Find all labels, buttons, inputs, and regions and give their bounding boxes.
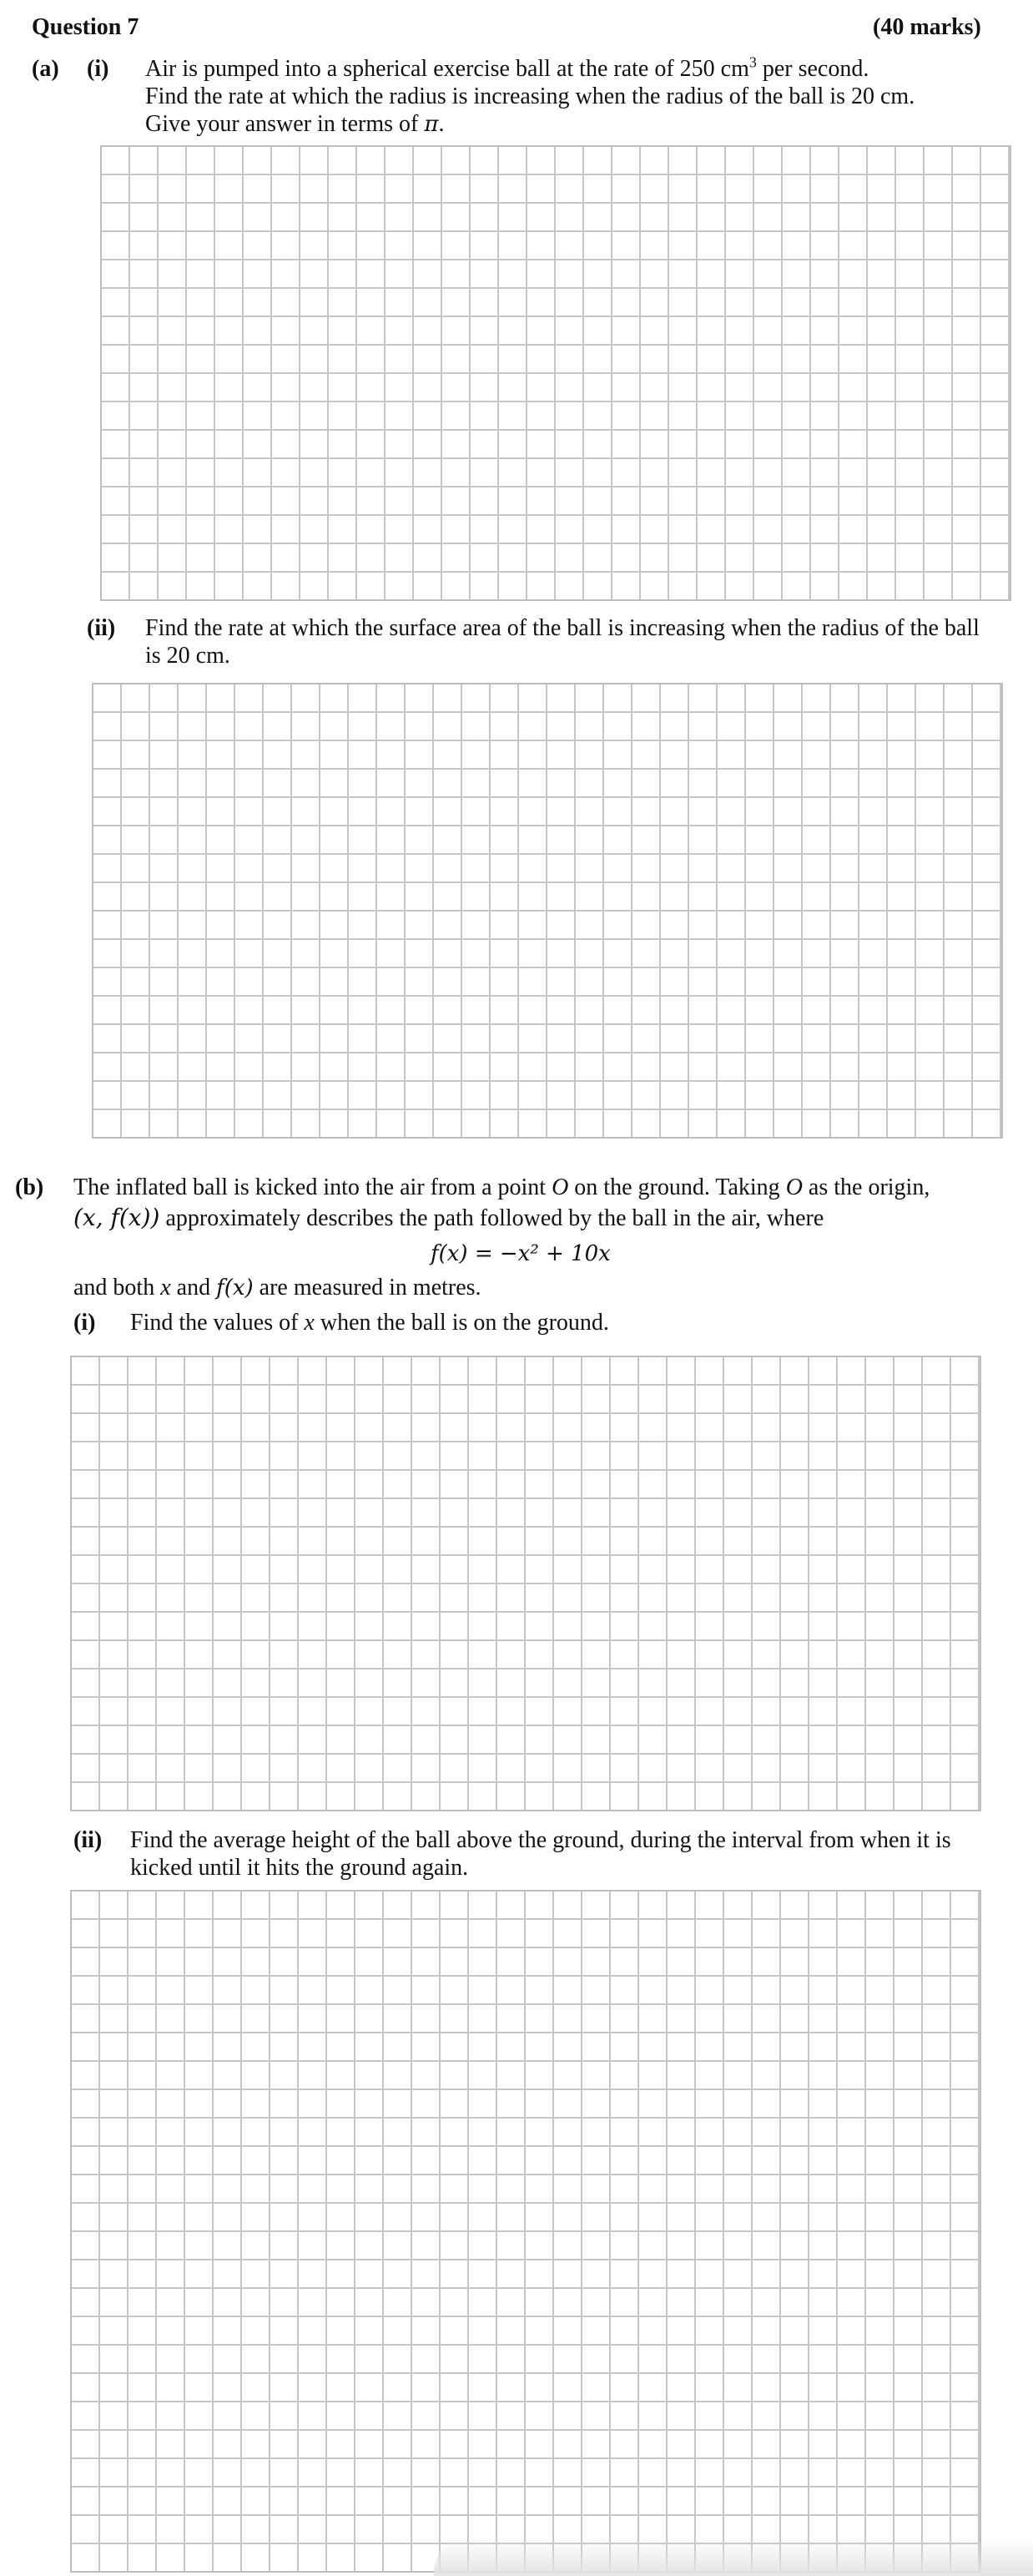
part-a-ii-label: (ii) (87, 615, 116, 641)
part-a-i-label: (i) (87, 56, 109, 82)
part-b-ii-label: (ii) (73, 1827, 103, 1853)
part-b-label: (b) (15, 1174, 44, 1200)
part-a-ii-line2: is 20 cm. (145, 643, 230, 669)
part-a-i-line2: Find the rate at which the radius is increasing when the radius of the ball is 20 cm. (145, 83, 915, 109)
part-b-i-label: (i) (73, 1310, 96, 1336)
part-b-i-text: Find the values of x when the ball is on the ground. (130, 1310, 609, 1336)
part-b-line2: (x, f(x)) approximately describes the path followed by the ball in the air, where (73, 1204, 824, 1231)
part-a-ii-line1: Find the rate at which the surface area of the ball is increasing when the radius of the ball (145, 615, 980, 641)
part-a-i-line1: Air is pumped into a spherical exercise ball at the rate of 250 $cm^3$ per second. (145, 53, 869, 82)
answer-grid-b-ii[interactable] (70, 1890, 981, 2573)
part-b-ii-line2: kicked until it hits the ground again. (130, 1855, 469, 1881)
answer-grid-b-i[interactable] (70, 1356, 981, 1811)
marks-label: (40 marks) (873, 14, 981, 40)
part-a-label: (a) (32, 56, 59, 82)
question-title: Question 7 (32, 14, 139, 40)
part-b-ii-line1: Find the average height of the ball above the ground, during the interval from when it is (130, 1827, 951, 1853)
part-a-i-line3: Give your answer in terms of π. (145, 111, 445, 137)
answer-grid-a-ii[interactable] (92, 683, 1003, 1139)
page-curl-shadow (434, 2538, 1033, 2576)
function-formula: f(x) = −x² + 10x (431, 1241, 611, 1266)
part-b-line1: The inflated ball is kicked into the air from a point O on the ground. Taking O as the origin, (73, 1174, 930, 1200)
part-b-line3: and both x and f(x) are measured in metres. (73, 1275, 481, 1301)
answer-grid-a-i[interactable] (100, 145, 1011, 601)
